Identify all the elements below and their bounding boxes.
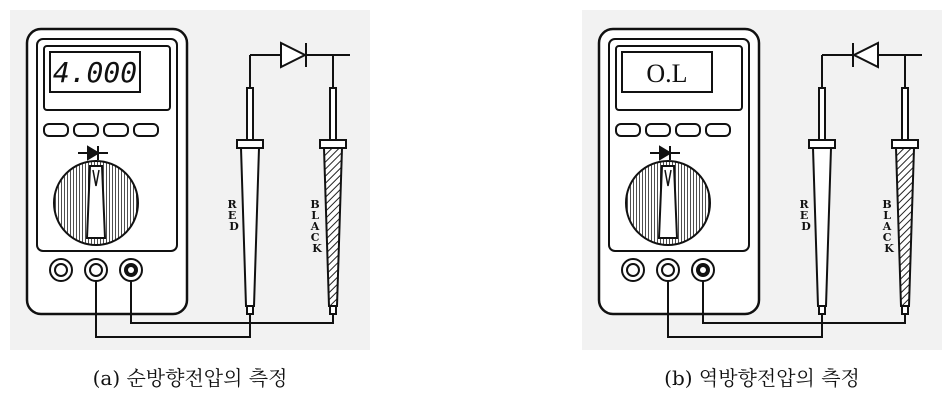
panel-forward <box>10 10 370 350</box>
rotary-selector-knob <box>626 161 710 245</box>
input-jacks <box>622 259 714 281</box>
rotary-selector-knob <box>54 161 138 245</box>
black-label-char: B <box>310 198 320 211</box>
test-lead-wires <box>668 281 905 337</box>
button-4 <box>134 124 158 136</box>
svg-text:B L A C <box>882 198 896 255</box>
red-label-char: D <box>229 220 239 233</box>
display-reading: O.L <box>646 59 688 88</box>
black-label-char: K <box>884 242 894 255</box>
red-probe <box>809 55 835 314</box>
svg-text:R E D <box>800 198 813 233</box>
black-label-char: C <box>310 231 320 244</box>
input-jacks <box>50 259 142 281</box>
panel-reverse <box>582 10 942 350</box>
button-2 <box>646 124 670 136</box>
red-label-char: E <box>799 209 809 222</box>
red-label-char: R <box>227 198 237 211</box>
display-reading: 4.000 <box>52 56 138 89</box>
red-label-char: E <box>227 209 237 222</box>
black-label-char: L <box>311 209 319 222</box>
button-1 <box>44 124 68 136</box>
lcd-display <box>50 52 140 92</box>
button-4 <box>706 124 730 136</box>
test-lead-wires <box>96 281 333 337</box>
black-label-char: K <box>312 242 322 255</box>
red-label-char: D <box>801 220 811 233</box>
svg-text:R E D <box>228 198 241 233</box>
caption-reverse: (b) 역방향전압의 측정 <box>664 366 860 390</box>
lcd-display <box>622 52 712 92</box>
black-label-char: B <box>882 198 892 211</box>
svg-text:B L A C <box>310 198 324 255</box>
button-3 <box>676 124 700 136</box>
button-2 <box>74 124 98 136</box>
button-1 <box>616 124 640 136</box>
button-3 <box>104 124 128 136</box>
black-label-char: C <box>882 231 892 244</box>
black-label-char: A <box>882 220 892 233</box>
diode-under-test <box>250 43 350 67</box>
black-label-char: L <box>883 209 891 222</box>
black-label-char: A <box>310 220 320 233</box>
red-label-char: R <box>799 198 809 211</box>
black-probe <box>892 55 918 314</box>
red-probe <box>237 55 263 314</box>
reverse-measurement-diagram <box>582 10 942 350</box>
diode-under-test <box>822 43 922 67</box>
forward-measurement-diagram <box>10 10 370 350</box>
caption-forward: (a) 순방향전압의 측정 <box>92 366 288 390</box>
black-probe <box>320 55 346 314</box>
